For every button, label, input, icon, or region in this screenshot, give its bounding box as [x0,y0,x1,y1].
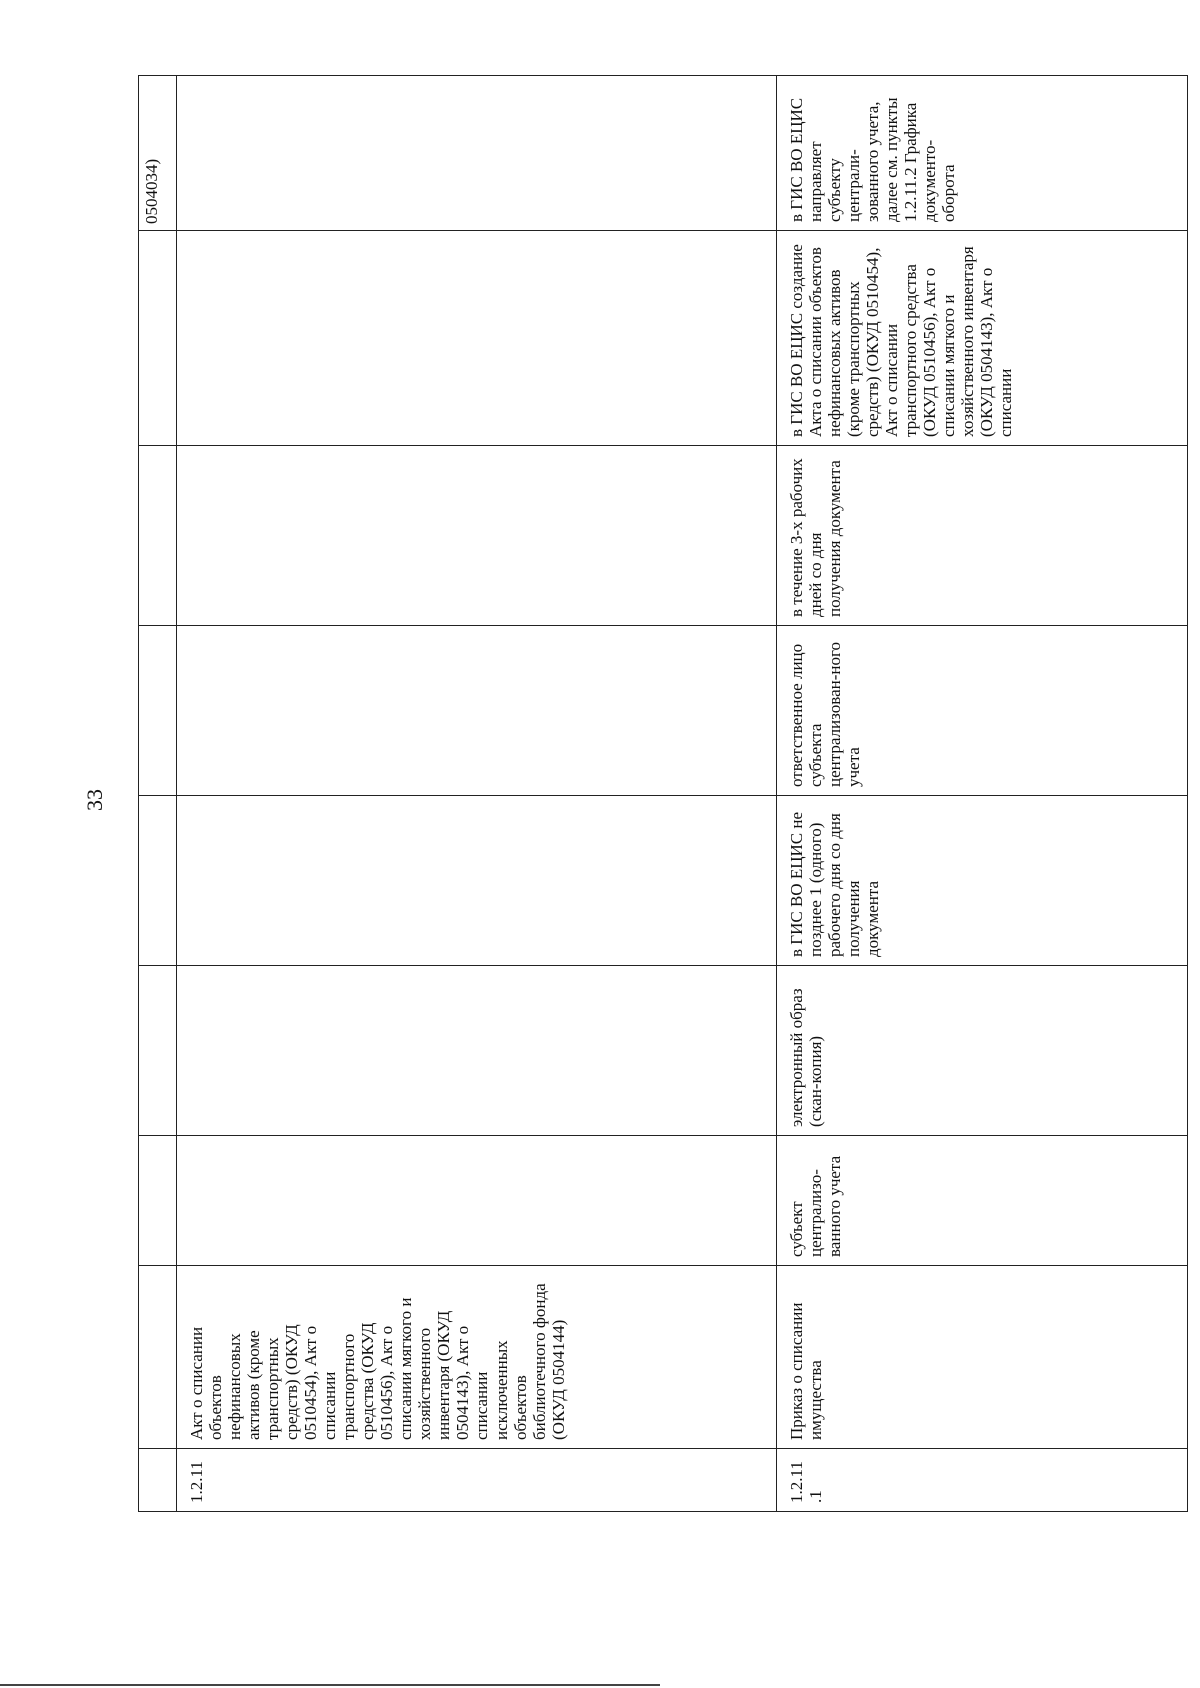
item-number: 1.2.11 [177,1449,777,1512]
table-cell [139,1449,177,1512]
table-cell-empty [177,966,777,1136]
table-cell [139,1266,177,1449]
table-cell [139,231,177,446]
processing-action: в ГИС ВО ЕЦИС создание Акта о списании объектов нефинансовых активов (кроме транспортных средств) (ОКУД 0510454), Акт о списании транспортного средства (ОКУД 0510456), Акт о списании мягкого и хозяйственного инвентаря (ОКУД 0504143), Акт о списании [777,231,1188,446]
table-cell-empty [177,446,777,626]
document-name: Приказ о списании имущества [777,1266,1188,1449]
table-row-top [139,76,177,1512]
table-cell [139,1136,177,1266]
table-cell-empty [177,76,777,231]
page-number: 33 [82,789,107,811]
table-cell-empty [177,796,777,966]
processing-term: в течение 3-х рабочих дней со дня получения документа [777,446,1188,626]
table-cell-empty [177,231,777,446]
responsible-person: ответственное лицо субъекта централизован-ного учета [777,626,1188,796]
table-cell [139,626,177,796]
table-cell-empty [177,626,777,796]
table-cell [139,796,177,966]
submission-term: в ГИС ВО ЕЦИС не позднее 1 (одного) рабочего дня со дня получения документа [777,796,1188,966]
table-cell: 0504034) [139,76,177,231]
rotated-page-content [138,76,1138,1512]
table-cell [139,966,177,1136]
table-row-1-2-11 [177,76,777,1512]
bottom-divider [0,1684,660,1686]
document-flow-table [138,75,1188,1512]
document-name: Акт о списании объектов нефинансовых активов (кроме транспортных средств) (ОКУД 0510454), Акт о списании транспортного средства (ОКУД 0510456), Акт о списании мягкого и хозяйственного инвентаря (ОКУД 0504143), Акт о списании исключенных объектов библиотечного фонда (ОКУД 0504144) [177,1266,777,1449]
document-format: электронный образ (скан-копия) [777,966,1188,1136]
table-cell-empty [177,1136,777,1266]
next-step: в ГИС ВО ЕЦИС направляет субъекту централи-зованного учета, далее см. пункты 1.2.11.2 Графика документо-оборота [777,76,1188,231]
table-row-1-2-11-1 [777,76,1188,1512]
submitter: субъект централизо-ванного учета [777,1136,1188,1266]
item-number: 1.2.11.1 [777,1449,1188,1512]
table-cell [139,446,177,626]
